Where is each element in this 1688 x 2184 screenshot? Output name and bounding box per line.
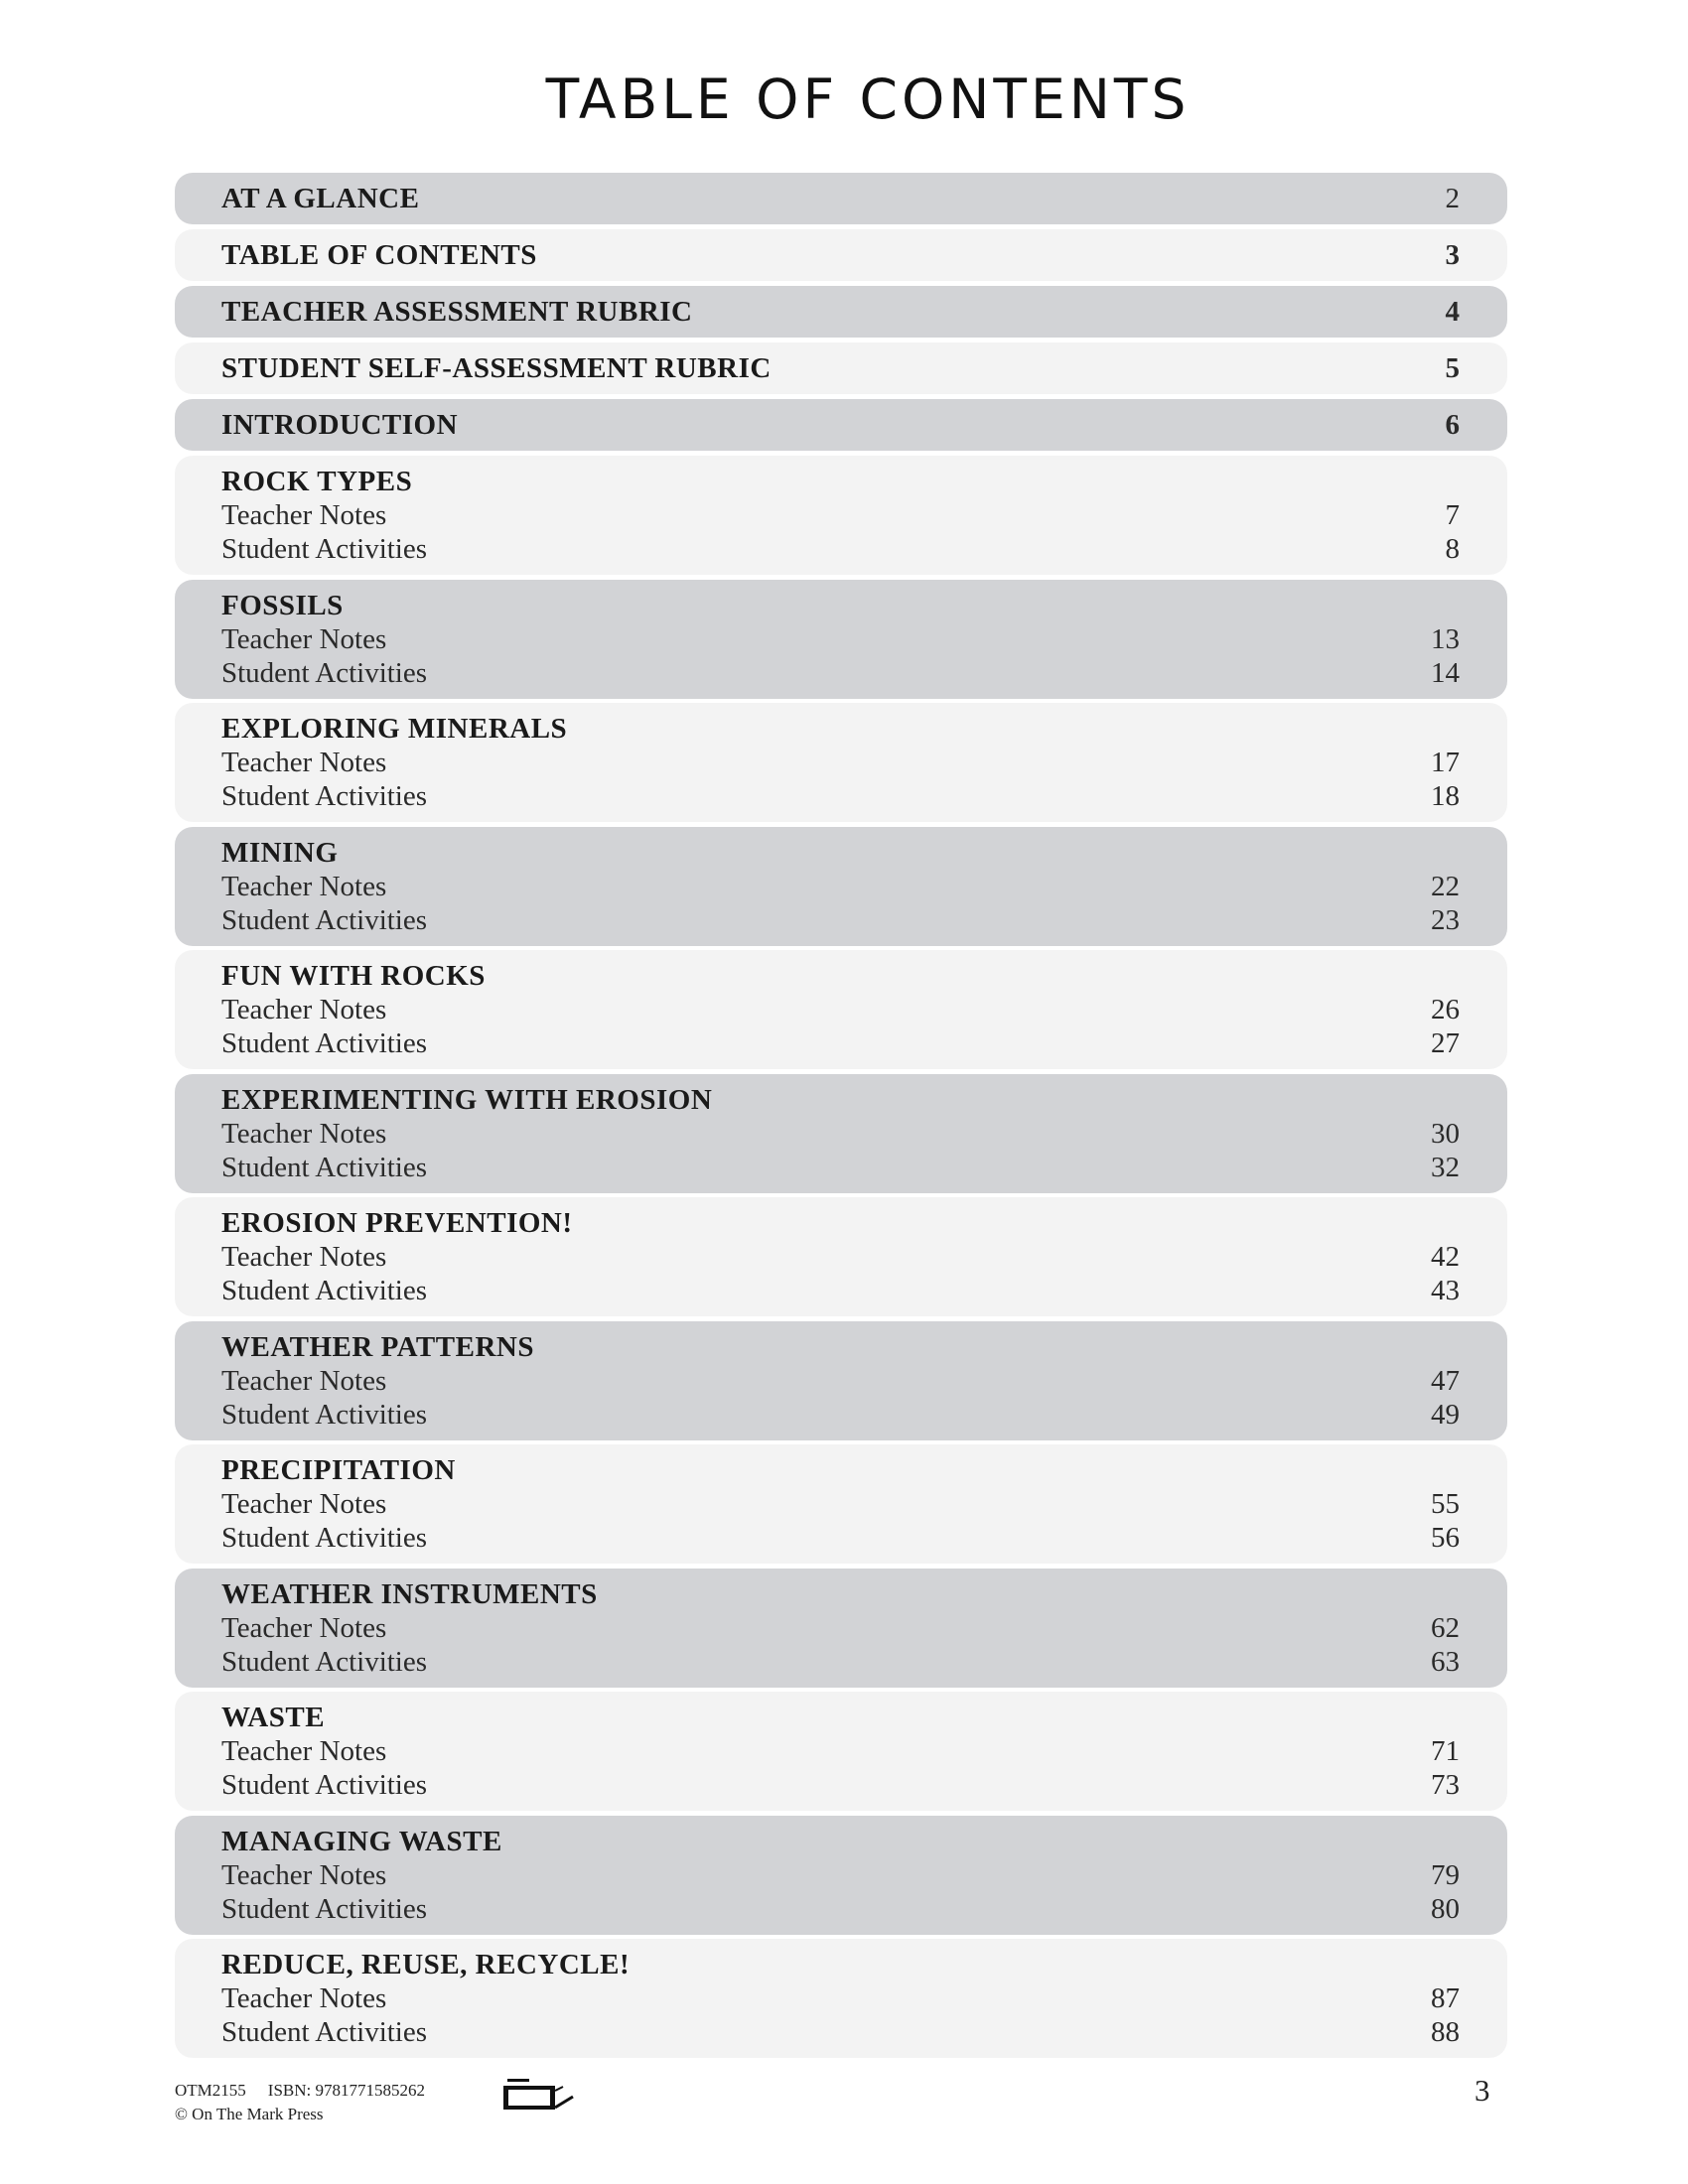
toc-student-page: 8 <box>1445 533 1460 565</box>
toc-student-line <box>221 532 1460 566</box>
toc-teacher-page: 62 <box>1431 1611 1460 1644</box>
toc-student-line <box>221 656 1460 690</box>
toc-teacher-label: Teacher Notes <box>221 870 387 902</box>
toc-section-heading: WASTE <box>221 1702 326 1733</box>
toc-teacher-label: Teacher Notes <box>221 622 387 655</box>
toc-section-heading: ROCK TYPES <box>221 466 413 497</box>
toc-student-label: Student Activities <box>221 780 428 812</box>
toc-teacher-line <box>221 1611 1460 1645</box>
toc-section <box>175 1939 1507 2058</box>
toc-student-label: Student Activities <box>221 1892 428 1925</box>
toc-student-label: Student Activities <box>221 1522 428 1554</box>
toc-teacher-label: Teacher Notes <box>221 1858 387 1891</box>
toc-teacher-line <box>221 498 1460 532</box>
toc-section <box>175 1197 1507 1316</box>
toc-teacher-page: 26 <box>1431 994 1460 1025</box>
toc-student-label: Student Activities <box>221 656 428 689</box>
footer-copyright: © On The Mark Press <box>175 2105 324 2123</box>
toc-student-page: 18 <box>1431 780 1460 812</box>
toc-teacher-page: 22 <box>1431 870 1460 902</box>
toc-teacher-line <box>221 1487 1460 1521</box>
toc-student-page: 27 <box>1431 1027 1460 1059</box>
toc-entry-label: TEACHER ASSESSMENT RUBRIC <box>221 295 693 328</box>
toc-section-heading: PRECIPITATION <box>221 1454 456 1486</box>
toc-teacher-page: 79 <box>1431 1858 1460 1891</box>
toc-entry-page: 5 <box>1445 351 1460 384</box>
toc-student-label: Student Activities <box>221 2016 428 2048</box>
toc-teacher-label: Teacher Notes <box>221 994 387 1025</box>
toc-teacher-line <box>221 993 1460 1026</box>
page-title: TABLE OF CONTENTS <box>545 68 1191 131</box>
toc-teacher-page: 71 <box>1431 1735 1460 1767</box>
toc-section-heading: WEATHER PATTERNS <box>221 1330 534 1363</box>
toc-entry-page: 4 <box>1445 295 1460 328</box>
toc-entry <box>175 399 1507 451</box>
toc-section <box>175 1321 1507 1440</box>
toc-teacher-label: Teacher Notes <box>221 1982 387 2014</box>
toc-student-line <box>221 1274 1460 1307</box>
toc-student-line <box>221 779 1460 813</box>
toc-student-label: Student Activities <box>221 1151 428 1183</box>
toc-teacher-page: 13 <box>1431 622 1460 655</box>
toc-teacher-line <box>221 1364 1460 1398</box>
toc-student-line <box>221 1151 1460 1184</box>
toc-teacher-page: 30 <box>1431 1117 1460 1150</box>
toc-section-heading: FOSSILS <box>221 589 344 621</box>
toc-student-line <box>221 1892 1460 1926</box>
toc-section <box>175 1444 1507 1564</box>
toc-teacher-label: Teacher Notes <box>221 1488 387 1520</box>
toc-section <box>175 827 1507 946</box>
toc-student-page: 88 <box>1431 2016 1460 2048</box>
toc-section <box>175 950 1507 1069</box>
toc-section-heading: FUN WITH ROCKS <box>221 960 486 992</box>
toc-entry-page: 3 <box>1445 238 1460 271</box>
toc-section-heading: EROSION PREVENTION! <box>221 1207 573 1239</box>
toc-section <box>175 703 1507 822</box>
toc-section-heading: WEATHER INSTRUMENTS <box>221 1577 598 1610</box>
toc-teacher-label: Teacher Notes <box>221 747 387 778</box>
toc-teacher-page: 42 <box>1431 1241 1460 1273</box>
toc-entry-label: STUDENT SELF-ASSESSMENT RUBRIC <box>221 351 772 384</box>
toc-section <box>175 1816 1507 1935</box>
toc-student-page: 63 <box>1431 1645 1460 1678</box>
toc-teacher-line <box>221 1981 1460 2015</box>
footer-info <box>175 2079 425 2126</box>
toc-student-label: Student Activities <box>221 1645 428 1678</box>
toc-entry-page: 6 <box>1445 408 1460 441</box>
toc-student-page: 14 <box>1431 656 1460 689</box>
toc-section <box>175 1569 1507 1688</box>
toc-section <box>175 456 1507 575</box>
toc-student-label: Student Activities <box>221 1769 428 1801</box>
toc-section <box>175 1074 1507 1193</box>
toc-entry <box>175 173 1507 224</box>
toc-student-page: 56 <box>1431 1522 1460 1554</box>
toc-teacher-line <box>221 870 1460 903</box>
table-of-contents <box>175 173 1507 2063</box>
toc-teacher-label: Teacher Notes <box>221 1611 387 1644</box>
toc-student-label: Student Activities <box>221 1027 428 1059</box>
toc-teacher-line <box>221 622 1460 656</box>
toc-entry <box>175 286 1507 338</box>
toc-student-page: 49 <box>1431 1398 1460 1431</box>
bridge-press-logo-icon <box>501 2077 577 2116</box>
toc-teacher-line <box>221 1240 1460 1274</box>
toc-teacher-label: Teacher Notes <box>221 1364 387 1397</box>
toc-teacher-label: Teacher Notes <box>221 1241 387 1273</box>
toc-entry-label: TABLE OF CONTENTS <box>221 238 537 271</box>
toc-student-page: 80 <box>1431 1892 1460 1925</box>
toc-student-label: Student Activities <box>221 1275 428 1306</box>
toc-student-label: Student Activities <box>221 533 428 565</box>
toc-teacher-line <box>221 1734 1460 1768</box>
toc-teacher-page: 7 <box>1445 499 1460 531</box>
toc-student-label: Student Activities <box>221 903 428 936</box>
toc-teacher-line <box>221 746 1460 779</box>
toc-student-line <box>221 1645 1460 1679</box>
toc-entry-label: INTRODUCTION <box>221 408 459 441</box>
toc-teacher-page: 47 <box>1431 1364 1460 1397</box>
toc-entry <box>175 342 1507 394</box>
toc-student-line <box>221 903 1460 937</box>
toc-student-page: 73 <box>1431 1769 1460 1801</box>
toc-student-line <box>221 1521 1460 1555</box>
toc-section-heading: REDUCE, REUSE, RECYCLE! <box>221 1949 631 1980</box>
toc-teacher-line <box>221 1858 1460 1892</box>
toc-section-heading: MANAGING WASTE <box>221 1825 502 1857</box>
toc-section-heading: EXPLORING MINERALS <box>221 713 568 745</box>
toc-section <box>175 580 1507 699</box>
toc-entry-label: AT A GLANCE <box>221 182 420 214</box>
toc-teacher-label: Teacher Notes <box>221 499 387 531</box>
toc-student-line <box>221 1026 1460 1060</box>
toc-student-page: 32 <box>1431 1151 1460 1183</box>
toc-student-line <box>221 1768 1460 1802</box>
toc-teacher-page: 87 <box>1431 1982 1460 2014</box>
toc-teacher-page: 17 <box>1431 747 1460 778</box>
toc-teacher-label: Teacher Notes <box>221 1117 387 1150</box>
toc-student-line <box>221 2015 1460 2049</box>
toc-student-page: 23 <box>1431 903 1460 936</box>
toc-teacher-line <box>221 1117 1460 1151</box>
toc-student-label: Student Activities <box>221 1398 428 1431</box>
toc-entry-page: 2 <box>1445 182 1460 214</box>
page-number: 3 <box>1475 2073 1490 2108</box>
toc-teacher-page: 55 <box>1431 1488 1460 1520</box>
toc-student-line <box>221 1398 1460 1432</box>
toc-entry <box>175 229 1507 281</box>
toc-student-page: 43 <box>1431 1275 1460 1306</box>
toc-section-heading: MINING <box>221 836 339 869</box>
footer-isbn: ISBN: 9781771585262 <box>267 2081 425 2100</box>
toc-section-heading: EXPERIMENTING WITH EROSION <box>221 1083 713 1116</box>
toc-teacher-label: Teacher Notes <box>221 1735 387 1767</box>
toc-section <box>175 1692 1507 1811</box>
footer-code: OTM2155 <box>175 2081 246 2100</box>
